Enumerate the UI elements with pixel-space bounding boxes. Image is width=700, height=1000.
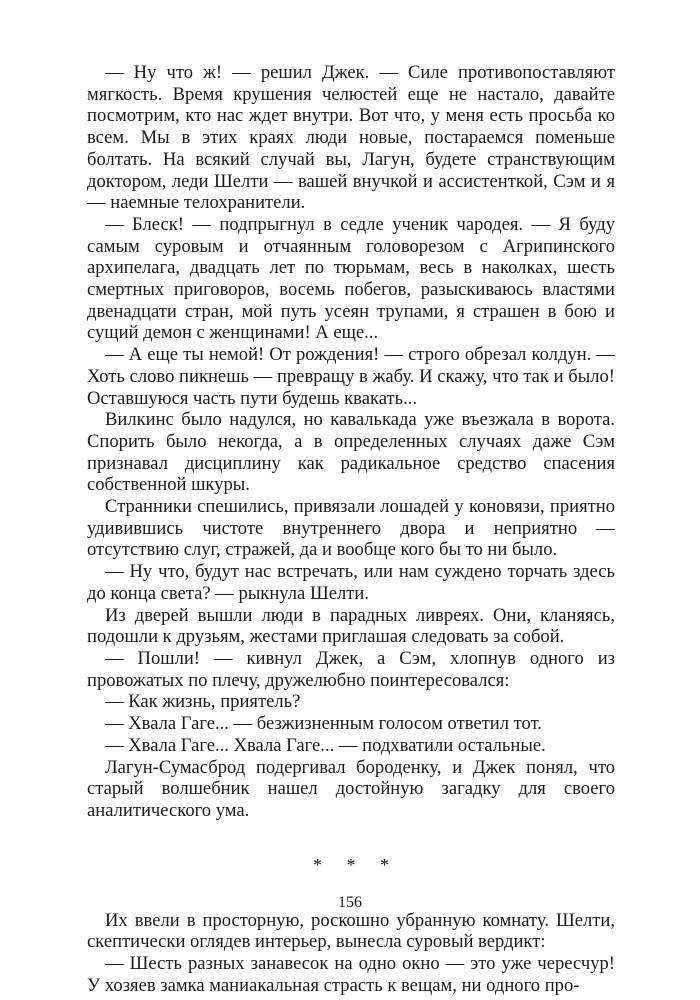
text-block-after-break bbox=[87, 910, 615, 997]
paragraph: Их ввели в просторную, роскошно убранную комнату. Шелти, скептически оглядев интерьер, вынесла суровый вердикт: bbox=[87, 909, 615, 953]
page-number: 156 bbox=[338, 894, 362, 911]
paragraph: — Ну что ж! — решил Джек. — Силе противопоставляют мягкость. Время крушения челюстей еще не настало, давайте посмотрим, кто нас ждет внутри. Вот что, у меня есть просьба ко всем. Мы в этих краях люди новые, постараемся поменьше болтать. На всякий случай вы, Лагун, будете странствующим доктором, леди Шелти — вашей внучкой и ассистенткой, Сэм и я — наемные телохранители. bbox=[87, 62, 615, 214]
paragraph: — Хвала Гаге... — безжизненным голосом ответил тот. bbox=[105, 713, 542, 735]
paragraph: — Шесть разных занавесок на одно окно — это уже чересчур! У хозяев замка маниакальная страсть к вещам, ни одного про- bbox=[87, 953, 615, 996]
paragraph: — Пошли! — кивнул Джек, а Сэм, хлопнув одного из провожатых по плечу, дружелюбно поинтересовался: bbox=[87, 647, 615, 691]
paragraph: Вилкинс было надулся, но кавалькада уже въезжала в ворота. Спорить было некогда, а в определенных случаях даже Сэм признавал дисциплину как радикальное средство спасения собственной шкуры. bbox=[87, 409, 615, 496]
paragraph: Лагун-Сумасброд подергивал бороденку, и Джек понял, что старый волшебник нашел достойную загадку для своего аналитического ума. bbox=[87, 756, 615, 821]
paragraph: — Ну что, будут нас встречать, или нам суждено торчать здесь до конца света? — рыкнула Шелти. bbox=[87, 561, 615, 604]
book-page bbox=[87, 62, 615, 996]
section-break: * * * bbox=[313, 854, 399, 875]
text-block-before-break bbox=[87, 62, 615, 822]
paragraph: Странники спешились, привязали лошадей у коновязи, приятно удивившись чистоте внутреннего двора и неприятно — отсутствию слуг, стражей, да и вообще кого бы то ни было. bbox=[87, 496, 615, 561]
paragraph: — Хвала Гаге... Хвала Гаге... — подхватили остальные. bbox=[105, 734, 546, 756]
paragraph: — Как жизнь, приятель? bbox=[105, 691, 301, 713]
paragraph: — А еще ты немой! От рождения! — строго обрезал колдун. — Хоть слово пикнешь — превращу в жабу. И скажу, что так и было! Оставшуюся часть пути будешь квакать... bbox=[87, 344, 615, 409]
paragraph: Из дверей вышли люди в парадных ливреях. Они, кланяясь, подошли к друзьям, жестами приглашая следовать за собой. bbox=[87, 604, 615, 648]
paragraph: — Блеск! — подпрыгнул в седле ученик чародея. — Я буду самым суровым и отчаянным головорезом с Агрипинского архипелага, двадцать лет по тюрьмам, весь в наколках, шесть смертных приговоров, восемь побегов, разыскиваюсь властями двенадцати стран, мой путь усеян трупами, я страшен в бою и сущий демон с женщинами! А еще... bbox=[87, 213, 615, 344]
